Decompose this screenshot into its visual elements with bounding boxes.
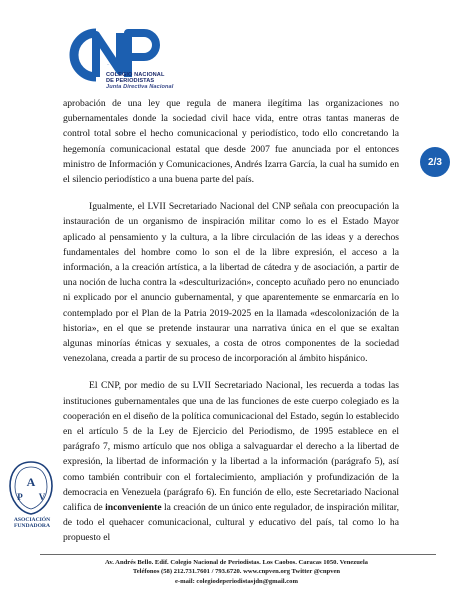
org-line-1: COLEGIO NACIONAL bbox=[106, 72, 165, 78]
paragraph-3-part-a: El CNP, por medio de su LVII Secretariado Nacional, les recuerda a todas las instituciones gubernamentales que una de las funciones de este cuerpo colegiado es la cooperación en el diseño de la política comunicacional del Estado, según lo establecido en el artículo 5 de la Ley de Ejercicio del Periodismo, de 1995 establece en el parágrafo 7, mismo artículo que nos obliga a salvaguardar el derecho a la libertad de expresión, la libertad de información y la libertad a la información (parágrafo 5), así como también contribuir con el fortalecimiento, ampliación y profundización de la democracia en Venezuela (parágrafo 6). En función de ello, este Secretariado Nacional califica de bbox=[63, 380, 399, 514]
org-line-2: DE PERIODISTAS bbox=[106, 78, 155, 85]
footer bbox=[0, 558, 473, 586]
logo-org-name bbox=[106, 72, 173, 91]
footer-divider bbox=[40, 554, 436, 555]
seal-letter-p: P bbox=[17, 492, 23, 502]
logo-letters: CNP bbox=[107, 65, 110, 66]
footer-address: Av. Andrés Bello. Edif. Colegio Nacional de Periodistas. Los Caobos. Caracas 1050. Venezuela bbox=[105, 559, 368, 566]
seal-label-line-1: ASOCIACIÓN bbox=[13, 517, 51, 523]
letter-body bbox=[63, 96, 399, 558]
paragraph-2: Igualmente, el LVII Secretariado Nacional del CNP señala con preocupación la instauración de un organismo de inspiración militar como lo es el Estado Mayor aplicado al pensamiento y la cultura, a la libre circulación de las ideas y a derechos fundamentales del hombre como lo son el de la libre expresión, el acceso a la información, a la creación artística, a la libertad de cátedra y de asociación, a partir de una noción de lucha contra la «desculturización», concepto acuñado pero no enunciado ni explicado por el anuncio gubernamental, y que aparentemente se enmarcaría en lo contemplado por el Plan de la Patria 2019-2025 en la llamada «descolonización de la historia», en el que se pretende instaurar una narrativa única en el que se exaltan algunas minorías étnicas y sexuales, a costa de otros componentes de la sociedad venezolana, creada a partir de su proceso de incorporación al ámbito hispánico. bbox=[63, 201, 399, 365]
seal-letter-v: V bbox=[38, 492, 46, 502]
paragraph-1: aprobación de una ley que regula de manera ilegítima las organizaciones no gubernamentales donde la sociedad civil hace vida, entre otras tantas maneras de control total sobre el hecho comunicacional y periodístico, todo ello concretando la hegemonía comunicacional estatal que desde 2007 fue anunciada por el entonces ministro de Información y Comunicaciones, Andrés Izarra García, la cual ha sumido en el silencio periodístico a una buena parte del país. bbox=[63, 98, 399, 186]
footer-phones: Teléfonos (58) 212.731.7601 / 793.6720. www.cnpven.org Twitter @cnpven bbox=[132, 568, 341, 576]
apv-seal bbox=[6, 460, 56, 516]
seal-letter-a: A bbox=[26, 475, 36, 489]
paragraph-3-bold: inconveniente bbox=[105, 502, 162, 514]
org-line-3: Junta Directiva Nacional bbox=[106, 84, 174, 91]
seal-label bbox=[4, 517, 60, 530]
paragraph-3-part-b: la creación de un único ente regulador, de inspiración militar, de todo el quehacer comunicacional, cultural y educativo del país, tal como lo ha propuesto el bbox=[63, 502, 399, 544]
footer-email: e-mail: colegiodeperiodistasjdn@gmail.com bbox=[175, 577, 298, 585]
seal-label-line-2: FUNDADORA bbox=[13, 523, 51, 530]
page-number-badge: 2/3 bbox=[420, 147, 450, 177]
paragraph-3 bbox=[63, 378, 399, 545]
